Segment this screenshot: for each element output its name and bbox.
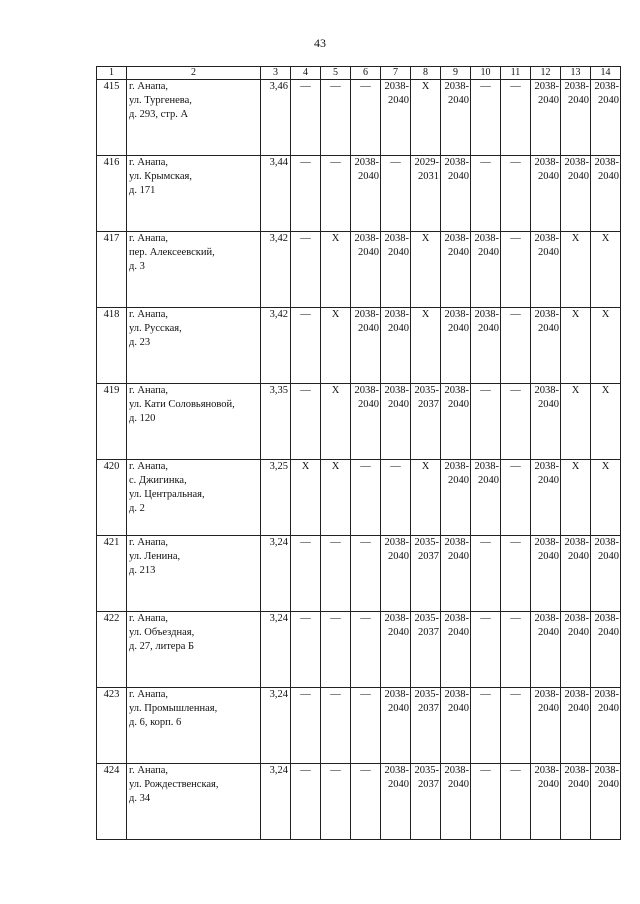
year-range-end: 2040	[388, 703, 409, 714]
value-cell: 3,24	[261, 612, 291, 688]
year-range-start: 2038-	[534, 309, 559, 320]
year-range-start: 2038-	[594, 613, 619, 624]
status-cell: —	[381, 460, 411, 536]
status-cell: —	[291, 612, 321, 688]
value-cell: 3,42	[261, 232, 291, 308]
status-cell: X	[321, 384, 351, 460]
status-cell: X	[291, 460, 321, 536]
header-cell: 6	[351, 67, 381, 80]
table-row	[97, 232, 621, 308]
status-cell: —	[351, 764, 381, 840]
year-range-cell	[441, 308, 471, 384]
status-cell: —	[351, 536, 381, 612]
value-cell: 3,42	[261, 308, 291, 384]
address-cell: г. Анапа, ул. Русская, д. 23	[127, 308, 261, 384]
header-cell: 10	[471, 67, 501, 80]
header-cell: 1	[97, 67, 127, 80]
status-cell: X	[591, 308, 621, 384]
status-cell: X	[561, 460, 591, 536]
year-range-start: 2038-	[474, 309, 499, 320]
year-range-end: 2040	[448, 551, 469, 562]
year-range-end: 2040	[538, 95, 559, 106]
table-row	[97, 80, 621, 156]
year-range-cell	[471, 232, 501, 308]
year-range-cell	[561, 612, 591, 688]
year-range-end: 2040	[598, 779, 619, 790]
status-cell: X	[321, 308, 351, 384]
year-range-start: 2038-	[594, 537, 619, 548]
status-cell: —	[321, 536, 351, 612]
year-range-cell	[441, 764, 471, 840]
year-range-end: 2040	[568, 95, 589, 106]
value-cell: 3,24	[261, 764, 291, 840]
status-cell: X	[591, 384, 621, 460]
row-number-cell: 421	[97, 536, 127, 612]
status-cell: —	[501, 384, 531, 460]
address-cell: г. Анапа, ул. Объездная, д. 27, литера Б	[127, 612, 261, 688]
year-range-cell	[531, 688, 561, 764]
year-range-start: 2035-	[414, 689, 439, 700]
year-range-end: 2040	[598, 551, 619, 562]
year-range-start: 2038-	[534, 537, 559, 548]
status-cell: —	[351, 612, 381, 688]
status-cell: X	[321, 232, 351, 308]
year-range-end: 2040	[538, 627, 559, 638]
status-cell: —	[501, 156, 531, 232]
year-range-end: 2040	[478, 323, 499, 334]
year-range-end: 2040	[388, 399, 409, 410]
year-range-cell	[441, 536, 471, 612]
year-range-start: 2038-	[444, 385, 469, 396]
year-range-cell	[351, 232, 381, 308]
status-cell: —	[501, 80, 531, 156]
value-cell: 3,35	[261, 384, 291, 460]
register-table	[96, 66, 621, 840]
year-range-end: 2040	[448, 627, 469, 638]
year-range-cell	[351, 156, 381, 232]
status-cell: X	[411, 232, 441, 308]
year-range-cell	[561, 688, 591, 764]
status-cell: —	[471, 80, 501, 156]
year-range-end: 2037	[418, 551, 439, 562]
value-cell: 3,24	[261, 688, 291, 764]
year-range-end: 2037	[418, 779, 439, 790]
year-range-cell	[381, 536, 411, 612]
year-range-end: 2040	[388, 323, 409, 334]
year-range-end: 2040	[478, 247, 499, 258]
year-range-end: 2040	[538, 323, 559, 334]
year-range-end: 2040	[448, 703, 469, 714]
year-range-start: 2038-	[444, 233, 469, 244]
status-cell: —	[501, 764, 531, 840]
year-range-cell	[591, 156, 621, 232]
table-row	[97, 612, 621, 688]
year-range-cell	[351, 308, 381, 384]
status-cell: —	[321, 80, 351, 156]
year-range-cell	[381, 688, 411, 764]
status-cell: —	[291, 80, 321, 156]
year-range-end: 2040	[388, 247, 409, 258]
year-range-start: 2029-	[414, 157, 439, 168]
header-cell: 7	[381, 67, 411, 80]
status-cell: —	[351, 688, 381, 764]
row-number-cell: 415	[97, 80, 127, 156]
status-cell: X	[561, 232, 591, 308]
status-cell: X	[591, 232, 621, 308]
year-range-end: 2040	[598, 627, 619, 638]
year-range-cell	[381, 764, 411, 840]
year-range-end: 2040	[448, 779, 469, 790]
table-body	[97, 67, 621, 840]
year-range-cell	[531, 156, 561, 232]
year-range-cell	[531, 384, 561, 460]
address-cell: г. Анапа, ул. Рождественская, д. 34	[127, 764, 261, 840]
year-range-start: 2038-	[564, 81, 589, 92]
address-cell: г. Анапа, ул. Тургенева, д. 293, стр. А	[127, 80, 261, 156]
year-range-end: 2040	[538, 551, 559, 562]
year-range-start: 2038-	[534, 613, 559, 624]
address-cell: г. Анапа, пер. Алексеевский, д. 3	[127, 232, 261, 308]
year-range-start: 2035-	[414, 613, 439, 624]
year-range-cell	[531, 764, 561, 840]
header-row	[97, 67, 621, 80]
address-cell: г. Анапа, с. Джигинка, ул. Центральная, д. 2	[127, 460, 261, 536]
year-range-start: 2038-	[474, 461, 499, 472]
year-range-start: 2038-	[444, 537, 469, 548]
year-range-cell	[561, 156, 591, 232]
year-range-end: 2040	[448, 399, 469, 410]
status-cell: —	[351, 460, 381, 536]
year-range-start: 2038-	[564, 689, 589, 700]
year-range-cell	[441, 612, 471, 688]
year-range-cell	[441, 460, 471, 536]
value-cell: 3,46	[261, 80, 291, 156]
table-row	[97, 688, 621, 764]
year-range-end: 2040	[568, 171, 589, 182]
row-number-cell: 420	[97, 460, 127, 536]
year-range-end: 2031	[418, 171, 439, 182]
status-cell: —	[471, 764, 501, 840]
row-number-cell: 419	[97, 384, 127, 460]
year-range-cell	[561, 536, 591, 612]
year-range-start: 2038-	[354, 233, 379, 244]
header-cell: 12	[531, 67, 561, 80]
status-cell: —	[471, 156, 501, 232]
year-range-start: 2038-	[384, 309, 409, 320]
header-cell: 4	[291, 67, 321, 80]
year-range-cell	[591, 80, 621, 156]
table-row	[97, 384, 621, 460]
status-cell: —	[471, 536, 501, 612]
year-range-cell	[531, 536, 561, 612]
value-cell: 3,25	[261, 460, 291, 536]
year-range-cell	[441, 232, 471, 308]
address-cell: г. Анапа, ул. Крымская, д. 171	[127, 156, 261, 232]
year-range-end: 2037	[418, 627, 439, 638]
year-range-cell	[411, 384, 441, 460]
year-range-cell	[531, 460, 561, 536]
value-cell: 3,24	[261, 536, 291, 612]
year-range-start: 2035-	[414, 765, 439, 776]
year-range-end: 2040	[388, 551, 409, 562]
year-range-start: 2038-	[444, 309, 469, 320]
year-range-start: 2038-	[474, 233, 499, 244]
status-cell: X	[411, 308, 441, 384]
status-cell: —	[291, 384, 321, 460]
year-range-start: 2038-	[384, 613, 409, 624]
year-range-end: 2040	[538, 171, 559, 182]
year-range-end: 2037	[418, 399, 439, 410]
row-number-cell: 416	[97, 156, 127, 232]
year-range-end: 2040	[388, 779, 409, 790]
year-range-end: 2040	[568, 703, 589, 714]
status-cell: —	[321, 764, 351, 840]
page-number: 43	[314, 36, 326, 50]
year-range-end: 2040	[538, 475, 559, 486]
table-row	[97, 156, 621, 232]
year-range-start: 2038-	[384, 537, 409, 548]
status-cell: —	[501, 308, 531, 384]
year-range-end: 2040	[358, 323, 379, 334]
year-range-cell	[531, 612, 561, 688]
year-range-start: 2038-	[534, 81, 559, 92]
year-range-start: 2038-	[384, 81, 409, 92]
year-range-start: 2038-	[564, 765, 589, 776]
status-cell: —	[291, 232, 321, 308]
status-cell: X	[321, 460, 351, 536]
row-number-cell: 417	[97, 232, 127, 308]
year-range-start: 2038-	[534, 157, 559, 168]
year-range-cell	[471, 460, 501, 536]
year-range-start: 2038-	[444, 81, 469, 92]
status-cell: —	[381, 156, 411, 232]
status-cell: —	[501, 536, 531, 612]
year-range-cell	[411, 688, 441, 764]
year-range-start: 2038-	[534, 461, 559, 472]
year-range-cell	[561, 764, 591, 840]
year-range-start: 2035-	[414, 537, 439, 548]
table-row	[97, 536, 621, 612]
year-range-cell	[561, 80, 591, 156]
year-range-cell	[531, 80, 561, 156]
year-range-cell	[591, 612, 621, 688]
year-range-end: 2040	[538, 247, 559, 258]
year-range-cell	[411, 536, 441, 612]
status-cell: —	[351, 80, 381, 156]
year-range-start: 2038-	[594, 157, 619, 168]
year-range-cell	[441, 156, 471, 232]
year-range-start: 2038-	[534, 233, 559, 244]
year-range-start: 2038-	[534, 385, 559, 396]
year-range-cell	[351, 384, 381, 460]
year-range-end: 2040	[388, 95, 409, 106]
year-range-cell	[381, 612, 411, 688]
year-range-end: 2040	[568, 627, 589, 638]
year-range-start: 2038-	[444, 461, 469, 472]
year-range-cell	[411, 764, 441, 840]
row-number-cell: 423	[97, 688, 127, 764]
year-range-start: 2038-	[354, 157, 379, 168]
status-cell: —	[291, 764, 321, 840]
year-range-cell	[471, 308, 501, 384]
table-row	[97, 764, 621, 840]
header-cell: 13	[561, 67, 591, 80]
status-cell: —	[471, 688, 501, 764]
year-range-end: 2040	[388, 627, 409, 638]
status-cell: —	[471, 384, 501, 460]
year-range-end: 2040	[538, 779, 559, 790]
year-range-start: 2038-	[384, 765, 409, 776]
year-range-cell	[411, 612, 441, 688]
year-range-end: 2040	[448, 247, 469, 258]
year-range-cell	[381, 232, 411, 308]
year-range-start: 2038-	[564, 613, 589, 624]
header-cell: 14	[591, 67, 621, 80]
year-range-start: 2038-	[354, 309, 379, 320]
year-range-cell	[411, 156, 441, 232]
year-range-start: 2035-	[414, 385, 439, 396]
header-cell: 11	[501, 67, 531, 80]
address-cell: г. Анапа, ул. Промышленная, д. 6, корп. 6	[127, 688, 261, 764]
year-range-end: 2040	[478, 475, 499, 486]
header-cell: 3	[261, 67, 291, 80]
status-cell: —	[501, 232, 531, 308]
row-number-cell: 424	[97, 764, 127, 840]
year-range-end: 2040	[538, 399, 559, 410]
year-range-cell	[441, 80, 471, 156]
year-range-end: 2040	[448, 171, 469, 182]
table-row	[97, 308, 621, 384]
year-range-start: 2038-	[594, 689, 619, 700]
year-range-end: 2040	[598, 171, 619, 182]
year-range-end: 2040	[448, 323, 469, 334]
year-range-start: 2038-	[444, 613, 469, 624]
year-range-start: 2038-	[534, 765, 559, 776]
year-range-start: 2038-	[594, 765, 619, 776]
row-number-cell: 418	[97, 308, 127, 384]
year-range-start: 2038-	[384, 689, 409, 700]
year-range-cell	[591, 764, 621, 840]
status-cell: X	[411, 460, 441, 536]
status-cell: X	[411, 80, 441, 156]
year-range-cell	[591, 688, 621, 764]
status-cell: X	[591, 460, 621, 536]
address-cell: г. Анапа, ул. Кати Соловьяновой, д. 120	[127, 384, 261, 460]
year-range-end: 2040	[358, 399, 379, 410]
header-cell: 8	[411, 67, 441, 80]
year-range-cell	[441, 688, 471, 764]
year-range-start: 2038-	[384, 385, 409, 396]
header-cell: 9	[441, 67, 471, 80]
year-range-start: 2038-	[564, 157, 589, 168]
status-cell: —	[321, 688, 351, 764]
year-range-start: 2038-	[444, 765, 469, 776]
status-cell: —	[471, 612, 501, 688]
status-cell: —	[501, 460, 531, 536]
year-range-cell	[531, 232, 561, 308]
year-range-cell	[381, 384, 411, 460]
year-range-end: 2040	[358, 171, 379, 182]
year-range-end: 2040	[598, 95, 619, 106]
value-cell: 3,44	[261, 156, 291, 232]
year-range-start: 2038-	[534, 689, 559, 700]
year-range-cell	[381, 308, 411, 384]
status-cell: —	[291, 308, 321, 384]
year-range-cell	[381, 80, 411, 156]
year-range-end: 2040	[448, 95, 469, 106]
year-range-cell	[531, 308, 561, 384]
year-range-start: 2038-	[384, 233, 409, 244]
row-number-cell: 422	[97, 612, 127, 688]
year-range-end: 2040	[448, 475, 469, 486]
status-cell: —	[321, 612, 351, 688]
year-range-cell	[591, 536, 621, 612]
year-range-start: 2038-	[444, 157, 469, 168]
status-cell: —	[291, 156, 321, 232]
year-range-start: 2038-	[564, 537, 589, 548]
status-cell: X	[561, 308, 591, 384]
year-range-end: 2040	[358, 247, 379, 258]
year-range-end: 2040	[598, 703, 619, 714]
status-cell: —	[291, 536, 321, 612]
status-cell: —	[501, 688, 531, 764]
status-cell: —	[291, 688, 321, 764]
year-range-start: 2038-	[354, 385, 379, 396]
status-cell: —	[501, 612, 531, 688]
year-range-start: 2038-	[444, 689, 469, 700]
year-range-end: 2040	[568, 779, 589, 790]
year-range-end: 2037	[418, 703, 439, 714]
year-range-cell	[441, 384, 471, 460]
status-cell: —	[321, 156, 351, 232]
address-cell: г. Анапа, ул. Ленина, д. 213	[127, 536, 261, 612]
year-range-start: 2038-	[594, 81, 619, 92]
header-cell: 5	[321, 67, 351, 80]
header-cell: 2	[127, 67, 261, 80]
year-range-end: 2040	[538, 703, 559, 714]
year-range-end: 2040	[568, 551, 589, 562]
table-row	[97, 460, 621, 536]
status-cell: X	[561, 384, 591, 460]
